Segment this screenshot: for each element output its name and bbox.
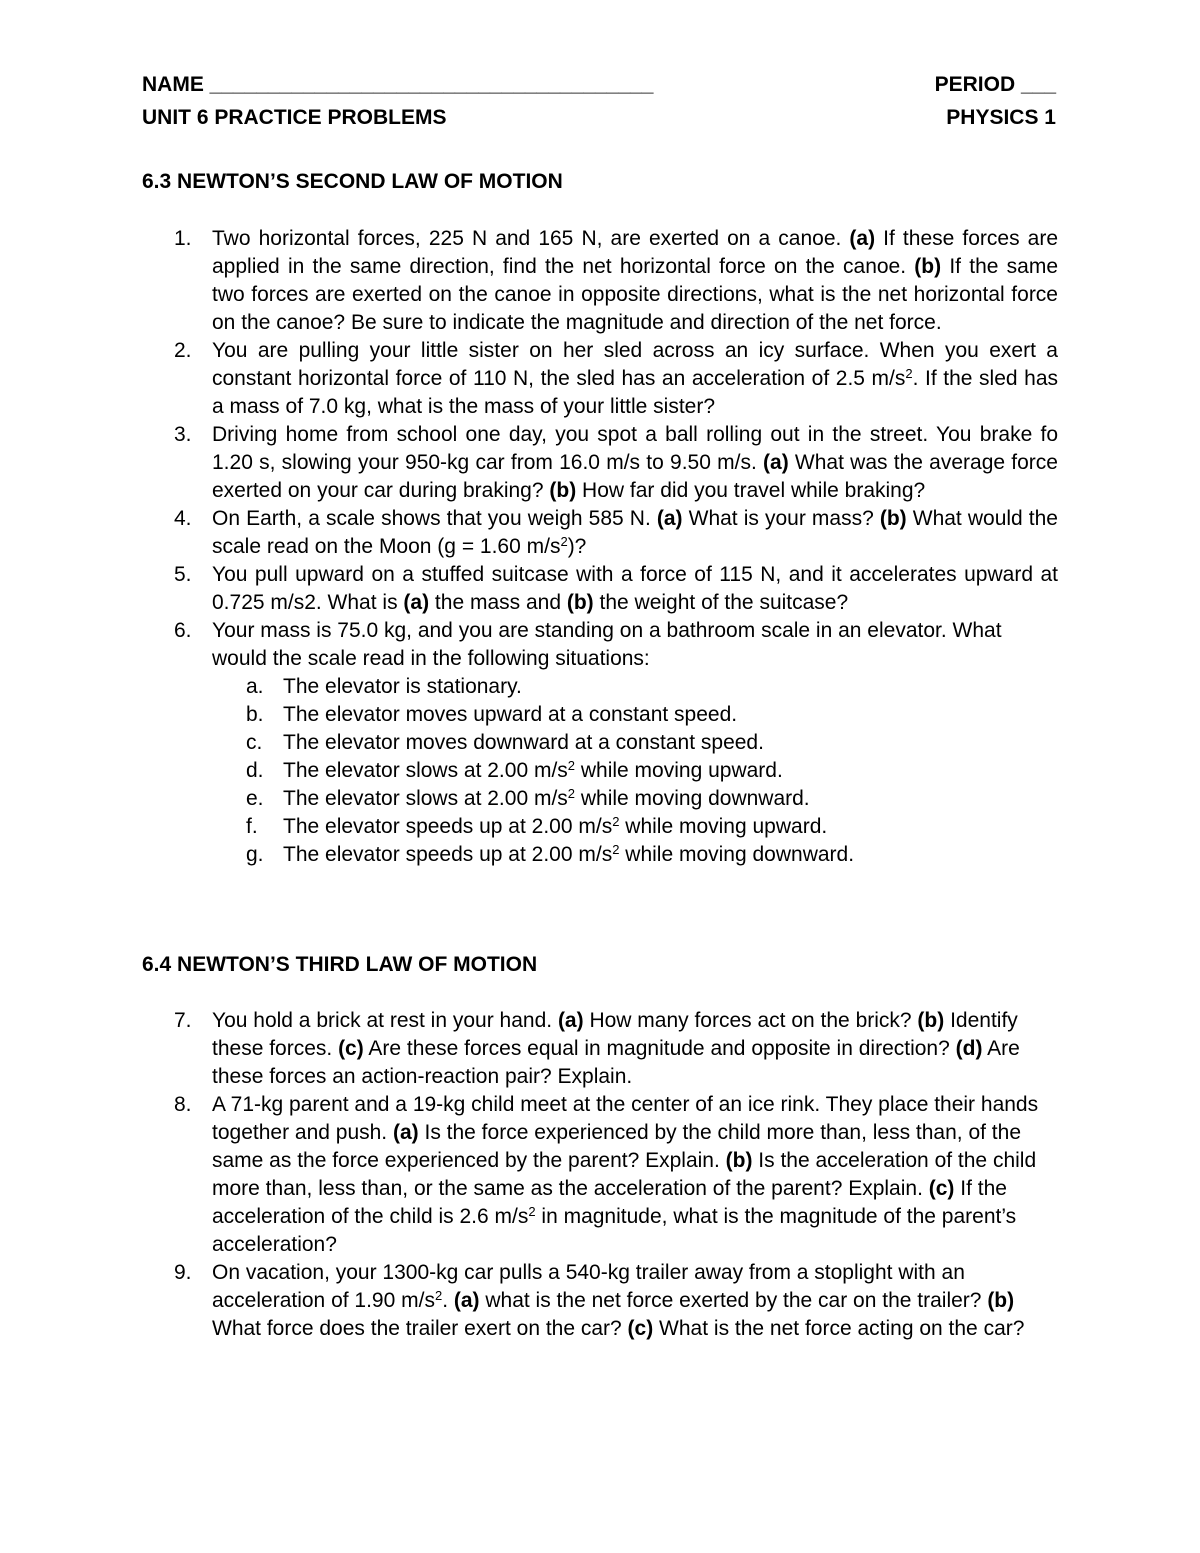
problem-text: Are these forces an action-reaction pair? Explain.	[212, 1037, 1020, 1088]
problem-text: How far did you travel while braking?	[576, 479, 926, 502]
problem-text: the weight of the suitcase?	[593, 591, 849, 614]
problem-text: On Earth, a scale shows that you weigh 585 N.	[212, 507, 657, 530]
name-label: NAME ______________________________________	[142, 73, 654, 96]
problem-text: . If the sled has a mass of 7.0 kg, what is the mass of your little sister?	[212, 367, 1058, 418]
sub-text: while moving upward.	[619, 815, 828, 838]
problem-number: 8.	[174, 1093, 192, 1116]
problem-text: You hold a brick at rest in your hand.	[212, 1009, 558, 1032]
part-label: (b)	[987, 1289, 1015, 1312]
problem-text: Identify these forces.	[212, 1009, 1018, 1060]
sub-text: The elevator speeds up at 2.00 m/s	[283, 815, 613, 838]
part-label: (c)	[627, 1317, 654, 1340]
period-label: PERIOD ___	[934, 73, 1056, 96]
problem-list-section-1	[142, 225, 1058, 869]
sub-letter: e.	[246, 787, 264, 810]
problem-4	[142, 505, 1058, 561]
section-title-third-law: 6.4 NEWTON’S THIRD LAW OF MOTION	[142, 953, 538, 976]
problem-text: If the acceleration of the child is 2.6 m/s	[212, 1177, 1007, 1228]
sub-question-d	[212, 757, 1058, 785]
superscript: 2	[567, 786, 576, 801]
sub-letter: g.	[246, 843, 264, 866]
superscript: 2	[612, 842, 620, 857]
problem-text: On vacation, your 1300-kg car pulls a 540-kg trailer away from a stoplight with an acceleration of 1.90 m/s	[212, 1261, 965, 1312]
problem-text: What is the net force acting on the car?	[653, 1317, 1025, 1340]
header-row-2	[142, 104, 1056, 132]
header-row-1	[142, 71, 1056, 99]
problem-text: the mass and	[429, 591, 567, 614]
sub-question-c	[212, 729, 1058, 757]
problem-8	[142, 1091, 1058, 1259]
problem-list-section-2	[142, 1007, 1058, 1343]
sub-letter: f.	[246, 815, 258, 838]
problem-3	[142, 421, 1058, 505]
superscript: 2	[528, 1204, 536, 1219]
superscript: 2	[434, 1288, 443, 1303]
sub-text: while moving downward.	[619, 843, 855, 866]
part-label: (b)	[917, 1009, 945, 1032]
part-label: (a)	[392, 1121, 419, 1144]
problem-text: Driving home from school one day, you spot a ball rolling out in the street. You brake fo 1.20 s, slowing your 950-kg car from 16.0 m/s to 9.50 m/s.	[212, 423, 1058, 474]
problem-number: 7.	[174, 1009, 192, 1032]
sub-question-a	[212, 673, 1058, 701]
sub-letter: b.	[246, 703, 264, 726]
sub-question-e	[212, 785, 1058, 813]
problem-text: Is the force experienced by the child more than, less than, of the same as the force experienced by the parent? Explain.	[212, 1121, 1022, 1172]
part-label: (c)	[338, 1037, 364, 1060]
problem-text: Two horizontal forces, 225 N and 165 N, are exerted on a canoe.	[212, 227, 850, 250]
sub-question-g	[212, 841, 1058, 869]
part-label: (a)	[656, 507, 683, 530]
problem-number: 1.	[174, 227, 192, 250]
sub-text: while moving downward.	[575, 787, 810, 810]
problem-1	[142, 225, 1058, 337]
sub-text: The elevator moves downward at a constant speed.	[283, 731, 764, 754]
problem-text: )?	[567, 535, 587, 558]
superscript: 2	[560, 534, 568, 549]
course-label: PHYSICS 1	[946, 106, 1056, 129]
part-label: (b)	[549, 479, 577, 502]
problem-text: You pull upward on a stuffed suitcase with a force of 115 N, and it accelerates upward at 0.725 m/s2. What is	[212, 563, 1058, 614]
sub-text: The elevator speeds up at 2.00 m/s	[283, 843, 613, 866]
sub-question-f	[212, 813, 1058, 841]
sub-text: The elevator is stationary.	[283, 675, 522, 698]
problem-text: What force does the trailer exert on the car?	[212, 1317, 628, 1340]
problem-number: 9.	[174, 1261, 192, 1284]
part-label: (a)	[557, 1009, 584, 1032]
problem-6	[142, 617, 1058, 869]
sub-letter: a.	[246, 675, 264, 698]
part-label: (c)	[928, 1177, 955, 1200]
part-label: (b)	[914, 255, 942, 278]
problem-number: 2.	[174, 339, 192, 362]
section-title-second-law: 6.3 NEWTON’S SECOND LAW OF MOTION	[142, 170, 563, 193]
problem-text: Is the acceleration of the child more than, less than, or the same as the acceleration of the parent? Explain.	[212, 1149, 1037, 1200]
problem-7	[142, 1007, 1058, 1091]
problem-5	[142, 561, 1058, 617]
problem-text: If these forces are applied in the same direction, find the net horizontal force on the canoe.	[212, 227, 1058, 278]
part-label: (b)	[566, 591, 594, 614]
part-label: (a)	[763, 451, 789, 474]
problem-number: 5.	[174, 563, 192, 586]
problem-text: Your mass is 75.0 kg, and you are standing on a bathroom scale in an elevator. What would the scale read in the following situations:	[212, 619, 1002, 670]
problem-text: How many forces act on the brick?	[583, 1009, 918, 1032]
part-label: (a)	[849, 227, 876, 250]
problem-text: What would the scale read on the Moon (g = 1.60 m/s	[212, 507, 1058, 558]
problem-2	[142, 337, 1058, 421]
problem-text: .	[442, 1289, 454, 1312]
superscript: 2	[905, 366, 913, 381]
sub-text: The elevator moves upward at a constant speed.	[283, 703, 738, 726]
sub-letter: d.	[246, 759, 264, 782]
sub-text: The elevator slows at 2.00 m/s	[283, 759, 568, 782]
problem-text: Are these forces equal in magnitude and opposite in direction?	[363, 1037, 956, 1060]
part-label: (d)	[955, 1037, 983, 1060]
problem-text: You are pulling your little sister on her sled across an icy surface. When you exert a constant horizontal force of 110 N, the sled has an acceleration of 2.5 m/s	[212, 339, 1058, 390]
unit-title: UNIT 6 PRACTICE PROBLEMS	[142, 106, 447, 129]
problem-text: If the same two forces are exerted on the canoe in opposite directions, what is the net horizontal force on the canoe? Be sure to indicate the magnitude and direction of the net force.	[212, 255, 1059, 334]
problem-number: 3.	[174, 423, 192, 446]
problem-text: what is the net force exerted by the car on the trailer?	[479, 1289, 988, 1312]
problem-9	[142, 1259, 1058, 1343]
superscript: 2	[612, 814, 620, 829]
problem-number: 6.	[174, 619, 192, 642]
sub-question-b	[212, 701, 1058, 729]
part-label: (a)	[453, 1289, 480, 1312]
sub-letter: c.	[246, 731, 263, 754]
problem-text: What was the average force exerted on your car during braking?	[212, 451, 1058, 502]
part-label: (b)	[879, 507, 907, 530]
part-label: (a)	[403, 591, 430, 614]
part-label: (b)	[725, 1149, 753, 1172]
problem-text: A 71-kg parent and a 19-kg child meet at the center of an ice rink. They place their hands together and push.	[212, 1093, 1039, 1144]
problem-text: What is your mass?	[682, 507, 880, 530]
sub-question-list	[212, 673, 1058, 869]
problem-number: 4.	[174, 507, 192, 530]
problem-text: in magnitude, what is the magnitude of the parent’s acceleration?	[212, 1205, 1017, 1256]
sub-text: The elevator slows at 2.00 m/s	[283, 787, 568, 810]
superscript: 2	[567, 758, 576, 773]
sub-text: while moving upward.	[575, 759, 783, 782]
